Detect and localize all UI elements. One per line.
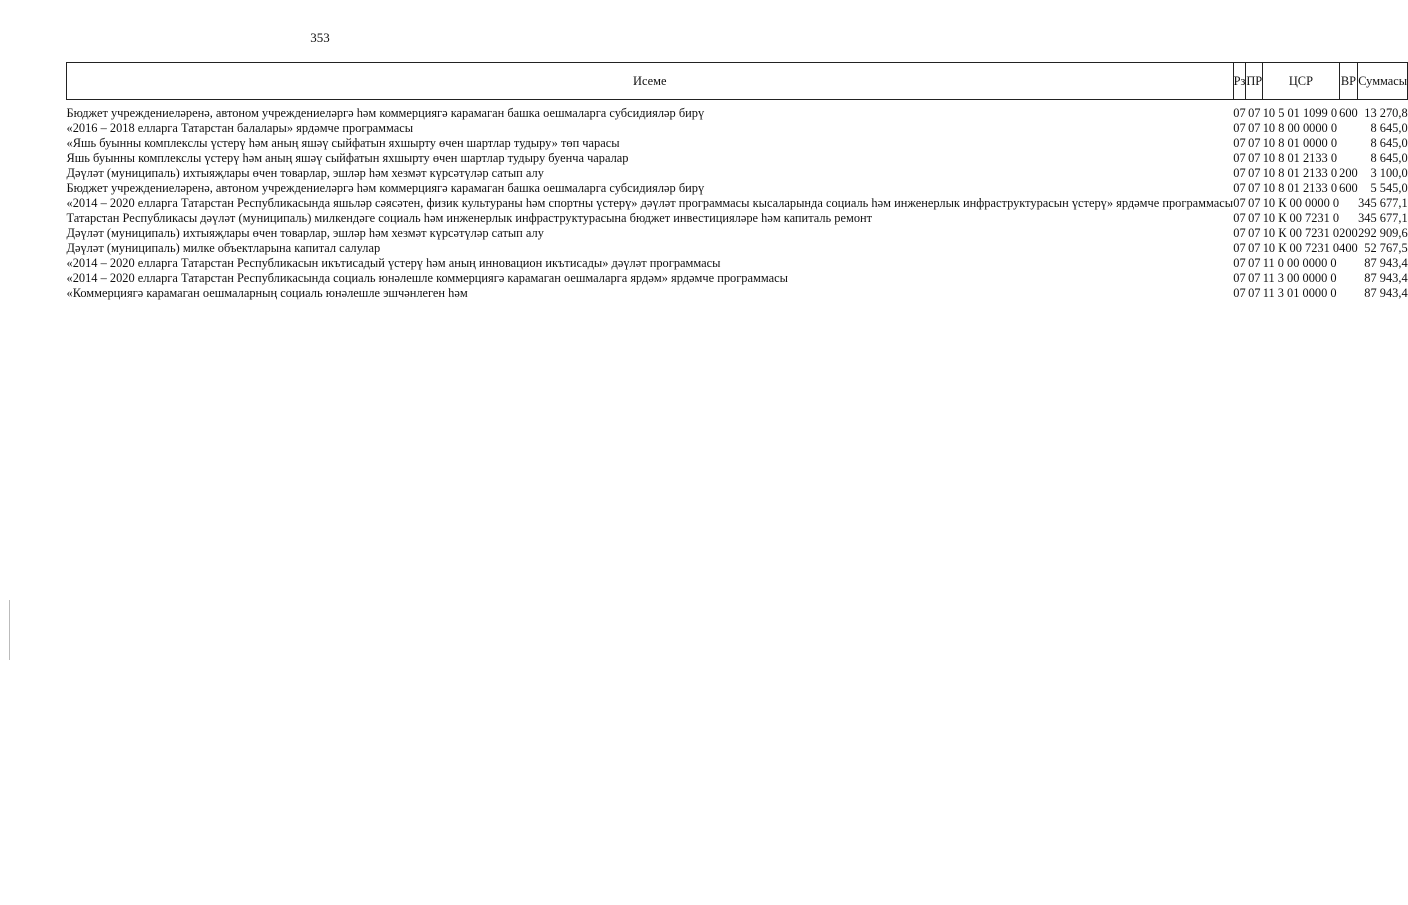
budget-table <box>66 62 1408 301</box>
row-pr: 07 <box>1248 241 1261 255</box>
table-body <box>67 100 1408 302</box>
row-sum: 52 767,5 <box>1364 241 1408 255</box>
row-sum: 13 270,8 <box>1364 106 1408 120</box>
row-csr: 10 8 01 2133 0 <box>1262 166 1338 180</box>
row-csr: 10 8 00 0000 0 <box>1262 121 1338 135</box>
row-name: «Коммерциягә карамаган оешмаларның социаль юнәлешле эшчәнлеген һәм <box>66 286 468 300</box>
row-csr: 10 8 01 2133 0 <box>1262 151 1338 165</box>
row-pr: 07 <box>1248 166 1261 180</box>
header-rz: Рз <box>1233 63 1246 100</box>
row-pr: 07 <box>1248 211 1261 225</box>
row-rz: 07 <box>1233 166 1246 180</box>
row-csr: 10 8 01 2133 0 <box>1262 181 1338 195</box>
table-row <box>67 211 1408 226</box>
row-pr: 07 <box>1248 151 1261 165</box>
row-sum: 5 545,0 <box>1370 181 1408 195</box>
table-row <box>67 226 1408 241</box>
table-row <box>67 121 1408 136</box>
table-row <box>67 181 1408 196</box>
row-rz: 07 <box>1233 106 1246 120</box>
row-name: Дәүләт (муниципаль) ихтыяҗлары өчен товарлар, эшләр һәм хезмәт күрсәтүләр сатып алу <box>66 166 544 180</box>
table-header <box>67 63 1408 100</box>
row-sum: 292 909,6 <box>1358 226 1408 240</box>
row-csr: 10 К 00 7231 0 <box>1262 241 1340 255</box>
row-rz: 07 <box>1233 271 1246 285</box>
row-sum: 345 677,1 <box>1358 211 1408 225</box>
row-pr: 07 <box>1248 226 1261 240</box>
row-pr: 07 <box>1248 256 1261 270</box>
row-sum: 87 943,4 <box>1364 256 1408 270</box>
row-sum: 87 943,4 <box>1364 286 1408 300</box>
row-pr: 07 <box>1248 106 1261 120</box>
row-vr: 200 <box>1339 226 1358 240</box>
row-vr: 600 <box>1339 181 1358 195</box>
row-name: Дәүләт (муниципаль) милке объектларына капитал салулар <box>66 241 381 255</box>
row-vr <box>1339 136 1358 151</box>
row-vr: 200 <box>1339 166 1358 180</box>
row-sum: 345 677,1 <box>1358 196 1408 210</box>
row-name: «Яшь буынны комплекслы үстерү һәм аның яшәү сыйфатын яхшырту өчен шартлар тудыру» төп чарасы <box>66 136 620 150</box>
row-vr <box>1339 256 1358 271</box>
row-sum: 3 100,0 <box>1370 166 1408 180</box>
row-rz: 07 <box>1233 226 1246 240</box>
row-csr: 11 0 00 0000 0 <box>1262 256 1337 270</box>
row-pr: 07 <box>1248 181 1261 195</box>
row-sum: 8 645,0 <box>1370 136 1408 150</box>
row-csr: 10 К 00 7231 0 <box>1262 211 1340 225</box>
table-row <box>67 286 1408 301</box>
row-rz: 07 <box>1233 286 1246 300</box>
row-name: Яшь буынны комплекслы үстерү һәм аның яшәү сыйфатын яхшырту өчен шартлар тудыру буенча чаралар <box>66 151 629 165</box>
table-row <box>67 136 1408 151</box>
page-number: 353 <box>310 30 330 45</box>
row-vr <box>1339 211 1358 226</box>
row-name: «2014 – 2020 елларга Татарстан Республикасын икътисадый үстерү һәм аның инновацион икътисады» дәүләт программасы <box>66 256 721 270</box>
header-name: Исеме <box>67 63 1234 100</box>
row-rz: 07 <box>1233 196 1246 210</box>
row-csr: 10 К 00 7231 0 <box>1262 226 1340 240</box>
row-pr: 07 <box>1248 271 1261 285</box>
header-vr: ВР <box>1339 63 1358 100</box>
row-csr: 11 3 00 0000 0 <box>1262 271 1337 285</box>
row-rz: 07 <box>1233 136 1246 150</box>
header-sum: Суммасы <box>1358 63 1408 100</box>
row-vr <box>1339 286 1358 301</box>
row-sum: 8 645,0 <box>1370 121 1408 135</box>
row-vr <box>1339 151 1358 166</box>
row-csr: 10 5 01 1099 0 <box>1262 106 1338 120</box>
header-pr: ПР <box>1246 63 1263 100</box>
row-csr: 11 3 01 0000 0 <box>1262 286 1337 300</box>
table-row <box>67 151 1408 166</box>
row-vr <box>1339 121 1358 136</box>
row-pr: 07 <box>1248 121 1261 135</box>
row-csr: 10 8 01 0000 0 <box>1262 136 1338 150</box>
row-csr: 10 К 00 0000 0 <box>1262 196 1340 210</box>
row-rz: 07 <box>1233 256 1246 270</box>
row-vr: 400 <box>1339 241 1358 255</box>
row-rz: 07 <box>1233 241 1246 255</box>
row-sum: 87 943,4 <box>1364 271 1408 285</box>
scan-artifact-line <box>9 600 10 660</box>
table-row <box>67 256 1408 271</box>
row-sum: 8 645,0 <box>1370 151 1408 165</box>
table-row <box>67 271 1408 286</box>
row-rz: 07 <box>1233 121 1246 135</box>
row-pr: 07 <box>1248 136 1261 150</box>
row-vr <box>1339 196 1358 211</box>
table-row <box>67 196 1408 211</box>
row-vr: 600 <box>1339 106 1358 120</box>
row-name: Дәүләт (муниципаль) ихтыяҗлары өчен товарлар, эшләр һәм хезмәт күрсәтүләр сатып алу <box>66 226 544 240</box>
table-row <box>67 241 1408 256</box>
row-name: Бюджет учреждениеләренә, автоном учреждениеләргә һәм коммерциягә карамаган башка оешмаларга субсидияләр бирү <box>66 181 705 195</box>
row-pr: 07 <box>1248 196 1261 210</box>
row-rz: 07 <box>1233 151 1246 165</box>
row-name: «2014 – 2020 елларга Татарстан Республикасында яшьләр сәясәтен, физик культураны һәм спортны үстерү» дәүләт программасы кысаларында социаль һәм инженерлык инфраструктурасын үстерү» ярдәмче программасы <box>66 196 1234 210</box>
row-name: «2016 – 2018 елларга Татарстан балалары» ярдәмче программасы <box>66 121 414 135</box>
table-row <box>67 166 1408 181</box>
row-name: Татарстан Республикасы дәүләт (муниципаль) милкендәге социаль һәм инженерлык инфраструктурасына бюджет инвестицияләре һәм капиталь ремонт <box>66 211 873 225</box>
row-name: Бюджет учреждениеләренә, автоном учреждениеләргә һәм коммерциягә карамаган башка оешмаларга субсидияләр бирү <box>66 106 705 120</box>
row-pr: 07 <box>1248 286 1261 300</box>
row-rz: 07 <box>1233 181 1246 195</box>
row-vr <box>1339 271 1358 286</box>
header-csr: ЦСР <box>1263 63 1339 100</box>
row-name: «2014 – 2020 елларга Татарстан Республикасында социаль юнәлешле коммерциягә карамаган оешмаларга ярдәм» ярдәмче программасы <box>66 271 788 285</box>
row-rz: 07 <box>1233 211 1246 225</box>
table-row <box>67 100 1408 122</box>
